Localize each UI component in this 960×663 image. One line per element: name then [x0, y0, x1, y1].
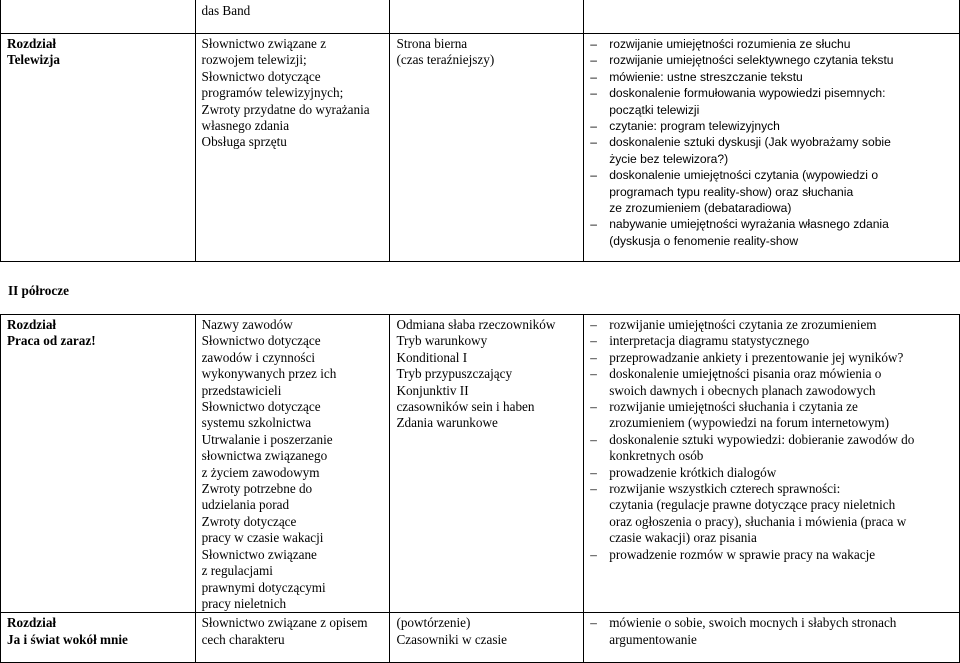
vocabulary-line: Zwroty potrzebne do	[201, 481, 313, 497]
skill-text: – rozwijanie umiejętności selektywnego czytania tekstu	[609, 53, 894, 68]
skill-item	[590, 36, 954, 52]
vocabulary-line: cech charakteru	[201, 631, 285, 647]
vocabulary-line: Obsługa sprzętu	[201, 134, 287, 150]
skill-text: oraz ogłoszenia o pracy), słuchania i mówienia (praca w	[609, 513, 907, 529]
skill-text: – rozwijanie wszystkich czterech sprawności:	[609, 481, 841, 497]
vocabulary-line: Słownictwo związane z opisem	[201, 615, 368, 631]
skills-list	[590, 615, 954, 648]
grammar-line: czasowników sein i haben	[396, 399, 535, 415]
skill-text: czytania (regulacje prawne dotyczące pracy nieletnich	[609, 497, 896, 513]
chapter-row-praca	[1, 315, 960, 613]
continuation-chapter-cell	[1, 0, 196, 34]
vocabulary-line: z regulacjami	[201, 563, 273, 579]
skill-text: – czytanie: program telewizyjnych	[609, 119, 780, 134]
skills-list	[590, 36, 954, 249]
vocabulary-line: Słownictwo dotyczące	[201, 333, 321, 349]
skill-text: – doskonalenie formułowania wypowiedzi pisemnych:	[609, 86, 886, 101]
chapter-label: Rozdział	[7, 317, 57, 332]
skill-item	[590, 69, 954, 85]
vocabulary-line: Słownictwo dotyczące	[201, 399, 321, 415]
grammar-line: (powtórzenie)	[396, 615, 471, 631]
vocabulary-line: Słownictwo dotyczące	[201, 68, 321, 84]
skill-item	[590, 465, 954, 481]
skill-text: ze zrozumieniem (debataradiowa)	[609, 201, 792, 216]
vocabulary-line: rozwojem telewizji;	[201, 52, 307, 68]
skill-text: (dyskusja o fenomenie reality-show	[609, 233, 799, 248]
skill-item	[590, 216, 954, 249]
skill-text: zrozumieniem (wypowiedzi na forum internetowym)	[609, 415, 890, 431]
vocabulary-line: prawnymi dotyczącymi	[201, 579, 326, 595]
vocabulary-cell	[195, 34, 390, 262]
chapter-cell	[1, 34, 196, 262]
grammar-line: Konjunktiv II	[396, 382, 469, 398]
skill-item	[590, 317, 954, 333]
skill-text: – prowadzenie rozmów w sprawie pracy na wakacje	[609, 546, 876, 562]
continuation-vocabulary-text: das Band	[201, 3, 251, 18]
vocabulary-line: zawodów i czynności	[201, 349, 316, 365]
vocabulary-line: systemu szkolnictwa	[201, 415, 312, 431]
skill-text: – mówienie o sobie, swoich mocnych i słabych stronach	[609, 615, 897, 631]
skill-item	[590, 85, 954, 118]
skill-item	[590, 399, 954, 432]
vocabulary-line: przedstawicieli	[201, 382, 282, 398]
grammar-line: Czasowniki w czasie	[396, 631, 508, 647]
semester-heading: II półrocze	[8, 283, 69, 298]
skill-text: konkretnych osób	[609, 448, 704, 464]
grammar-cell	[390, 613, 584, 663]
skill-text: programach typu reality-show) oraz słuchania	[609, 184, 854, 199]
grammar-line: Zdania warunkowe	[396, 415, 498, 431]
skill-item	[590, 432, 954, 465]
skill-item	[590, 366, 954, 399]
grammar-line: Tryb warunkowy	[396, 333, 488, 349]
grammar-line: Tryb przypuszczający	[396, 366, 513, 382]
grammar-line: Odmiana słaba rzeczowników	[396, 317, 556, 332]
vocabulary-line: własnego zdania	[201, 118, 290, 134]
skill-item	[590, 134, 954, 167]
skill-item	[590, 52, 954, 68]
vocabulary-line: pracy w czasie wakacji	[201, 530, 324, 546]
skill-text: życie bez telewizora?)	[609, 151, 729, 166]
skill-text: – nabywanie umiejętności wyrażania własnego zdania	[609, 217, 889, 232]
vocabulary-cell	[195, 315, 390, 613]
vocabulary-line: Zwroty przydatne do wyrażania	[201, 101, 370, 117]
skills-cell	[584, 613, 960, 663]
chapter-title: Ja i świat wokół mnie	[7, 631, 128, 647]
chapter-cell	[1, 613, 196, 663]
skill-text: – doskonalenie sztuki wypowiedzi: dobieranie zawodów do	[609, 431, 915, 447]
vocabulary-line: programów telewizyjnych;	[201, 85, 344, 101]
chapter-label: Rozdział	[7, 615, 57, 631]
chapter-row-telewizja	[1, 34, 960, 262]
continuation-vocabulary-cell	[195, 0, 390, 34]
skill-item	[590, 615, 954, 648]
skill-text: – doskonalenie umiejętności czytania (wypowiedzi o	[609, 168, 879, 183]
skill-text: – przeprowadzanie ankiety i prezentowanie jej wyników?	[609, 349, 904, 365]
skills-cell	[584, 315, 960, 613]
vocabulary-line: wykonywanych przez ich	[201, 366, 337, 382]
vocabulary-line: z życiem zawodowym	[201, 464, 320, 480]
grammar-line: Konditional I	[396, 349, 468, 365]
vocabulary-line: Nazwy zawodów	[201, 317, 293, 332]
skill-text: – rozwijanie umiejętności czytania ze zrozumieniem	[609, 317, 877, 332]
vocabulary-line: pracy nieletnich	[201, 595, 287, 611]
skill-item	[590, 118, 954, 134]
vocabulary-line: Utrwalanie i poszerzanie	[201, 431, 333, 447]
skill-text: – mówienie: ustne streszczanie tekstu	[609, 69, 803, 84]
chapter-row-ja-i-swiat	[1, 613, 960, 663]
grammar-line: (czas teraźniejszy)	[396, 52, 495, 68]
skill-text: – doskonalenie sztuki dyskusji (Jak wyobrażamy sobie	[609, 135, 891, 150]
skill-item	[590, 481, 954, 547]
skill-item	[590, 167, 954, 216]
curriculum-table-bottom	[0, 314, 960, 663]
vocabulary-line: słownictwa związanego	[201, 448, 328, 464]
vocabulary-line: Słownictwo związane z	[201, 36, 327, 51]
continuation-skills-cell	[584, 0, 960, 34]
skill-item	[590, 547, 954, 563]
chapter-title: Praca od zaraz!	[7, 333, 96, 349]
vocabulary-line: Słownictwo związane	[201, 546, 317, 562]
skill-text: – doskonalenie umiejętności pisania oraz mówienia o	[609, 366, 882, 382]
skill-text: początki telewizji	[609, 102, 700, 117]
grammar-cell	[390, 34, 584, 262]
skill-text: – prowadzenie krótkich dialogów	[609, 464, 777, 480]
continuation-grammar-cell	[390, 0, 584, 34]
chapter-cell	[1, 315, 196, 613]
skills-cell	[584, 34, 960, 262]
vocabulary-line: udzielania porad	[201, 497, 290, 513]
continuation-row	[1, 0, 960, 34]
vocabulary-cell	[195, 613, 390, 663]
grammar-line: Strona bierna	[396, 36, 468, 51]
grammar-cell	[390, 315, 584, 613]
curriculum-table-top	[0, 0, 960, 262]
skill-text: – rozwijanie umiejętności rozumienia ze słuchu	[609, 37, 851, 51]
chapter-title: Telewizja	[7, 52, 60, 68]
skill-item	[590, 350, 954, 366]
chapter-label: Rozdział	[7, 36, 57, 51]
skill-item	[590, 333, 954, 349]
skill-text: argumentowanie	[609, 631, 697, 647]
skill-text: swoich dawnych i obecnych planach zawodowych	[609, 382, 876, 398]
skills-list	[590, 317, 954, 563]
skill-text: – rozwijanie umiejętności słuchania i czytania ze	[609, 399, 858, 415]
skill-text: – interpretacja diagramu statystycznego	[609, 333, 810, 349]
vocabulary-line: Zwroty dotyczące	[201, 513, 297, 529]
skill-text: czasie wakacji) oraz pisania	[609, 530, 757, 546]
